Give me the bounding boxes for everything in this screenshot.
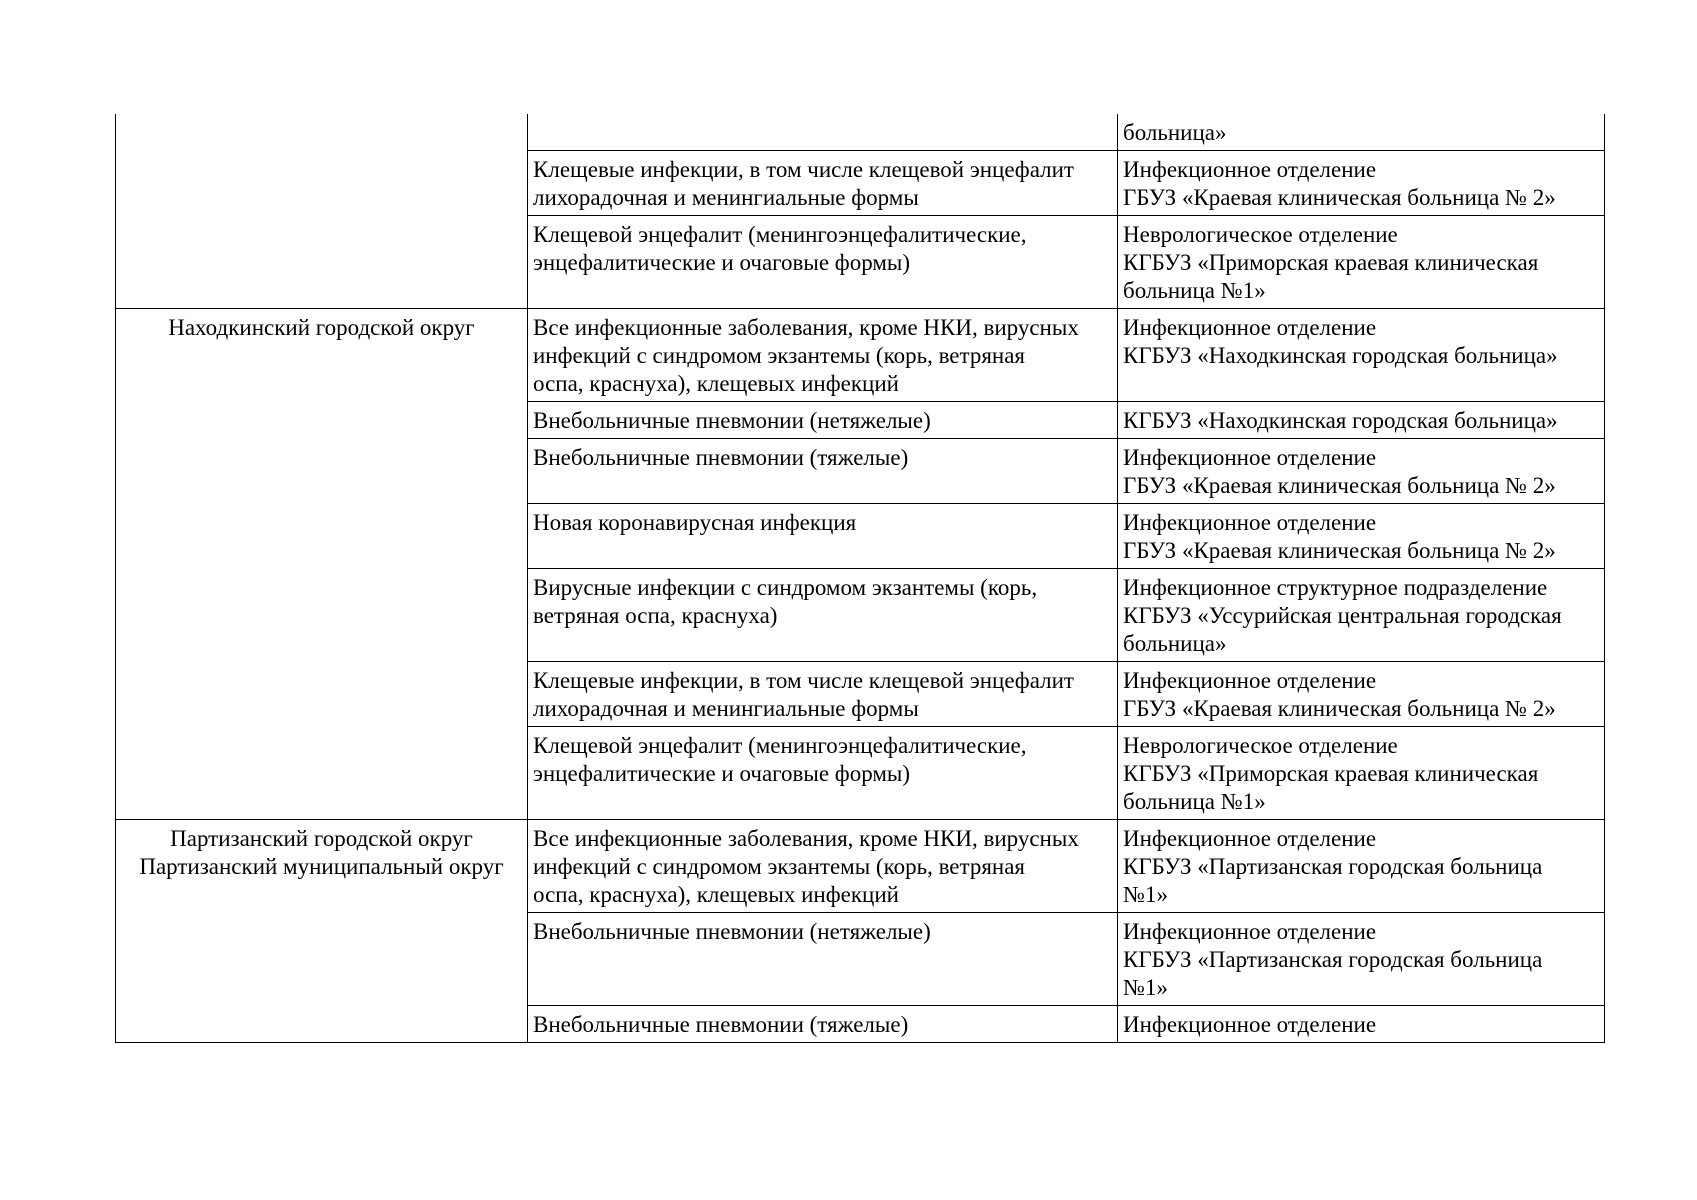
facility-cell: Инфекционное отделение ГБУЗ «Краевая клиническая больница № 2» — [1118, 151, 1605, 216]
disease-cell: Внебольничные пневмонии (тяжелые) — [528, 439, 1118, 504]
disease-cell: Клещевые инфекции, в том числе клещевой энцефалит лихорадочная и менингиальные формы — [528, 662, 1118, 727]
facility-cell: КГБУЗ «Находкинская городская больница» — [1118, 402, 1605, 439]
disease-cell: Клещевые инфекции, в том числе клещевой энцефалит лихорадочная и менингиальные формы — [528, 151, 1118, 216]
disease-cell: Клещевой энцефалит (менингоэнцефалитические, энцефалитические и очаговые формы) — [528, 216, 1118, 309]
disease-cell: Внебольничные пневмонии (тяжелые) — [528, 1006, 1118, 1043]
disease-cell: Вирусные инфекции с синдромом экзантемы (корь, ветряная оспа, краснуха) — [528, 569, 1118, 662]
disease-cell: Все инфекционные заболевания, кроме НКИ, вирусных инфекций с синдромом экзантемы (корь, ветряная оспа, краснуха), клещевых инфекций — [528, 820, 1118, 913]
table-row — [116, 820, 1605, 913]
facility-cell: больница» — [1118, 114, 1605, 151]
facility-cell: Инфекционное отделение КГБУЗ «Находкинская городская больница» — [1118, 309, 1605, 402]
district-cell — [116, 114, 528, 309]
facility-cell: Инфекционное структурное подразделение КГБУЗ «Уссурийская центральная городская больница» — [1118, 569, 1605, 662]
disease-cell: Новая коронавирусная инфекция — [528, 504, 1118, 569]
district-cell: Партизанский городской округ Партизанский муниципальный округ — [116, 820, 528, 1043]
disease-cell — [528, 114, 1118, 151]
facility-cell: Инфекционное отделение — [1118, 1006, 1605, 1043]
facility-cell: Инфекционное отделение ГБУЗ «Краевая клиническая больница № 2» — [1118, 662, 1605, 727]
disease-cell: Внебольничные пневмонии (нетяжелые) — [528, 913, 1118, 1006]
facility-cell: Инфекционное отделение ГБУЗ «Краевая клиническая больница № 2» — [1118, 504, 1605, 569]
facility-cell: Инфекционное отделение КГБУЗ «Партизанская городская больница №1» — [1118, 820, 1605, 913]
facility-cell: Инфекционное отделение ГБУЗ «Краевая клиническая больница № 2» — [1118, 439, 1605, 504]
district-cell: Находкинский городской округ — [116, 309, 528, 820]
hospital-routing-table — [115, 114, 1605, 1043]
disease-cell: Все инфекционные заболевания, кроме НКИ, вирусных инфекций с синдромом экзантемы (корь, ветряная оспа, краснуха), клещевых инфекций — [528, 309, 1118, 402]
facility-cell: Неврологическое отделение КГБУЗ «Приморская краевая клиническая больница №1» — [1118, 727, 1605, 820]
facility-cell: Неврологическое отделение КГБУЗ «Приморская краевая клиническая больница №1» — [1118, 216, 1605, 309]
disease-cell: Клещевой энцефалит (менингоэнцефалитические, энцефалитические и очаговые формы) — [528, 727, 1118, 820]
table-row — [116, 114, 1605, 151]
disease-cell: Внебольничные пневмонии (нетяжелые) — [528, 402, 1118, 439]
facility-cell: Инфекционное отделение КГБУЗ «Партизанская городская больница №1» — [1118, 913, 1605, 1006]
table-row — [116, 309, 1605, 402]
